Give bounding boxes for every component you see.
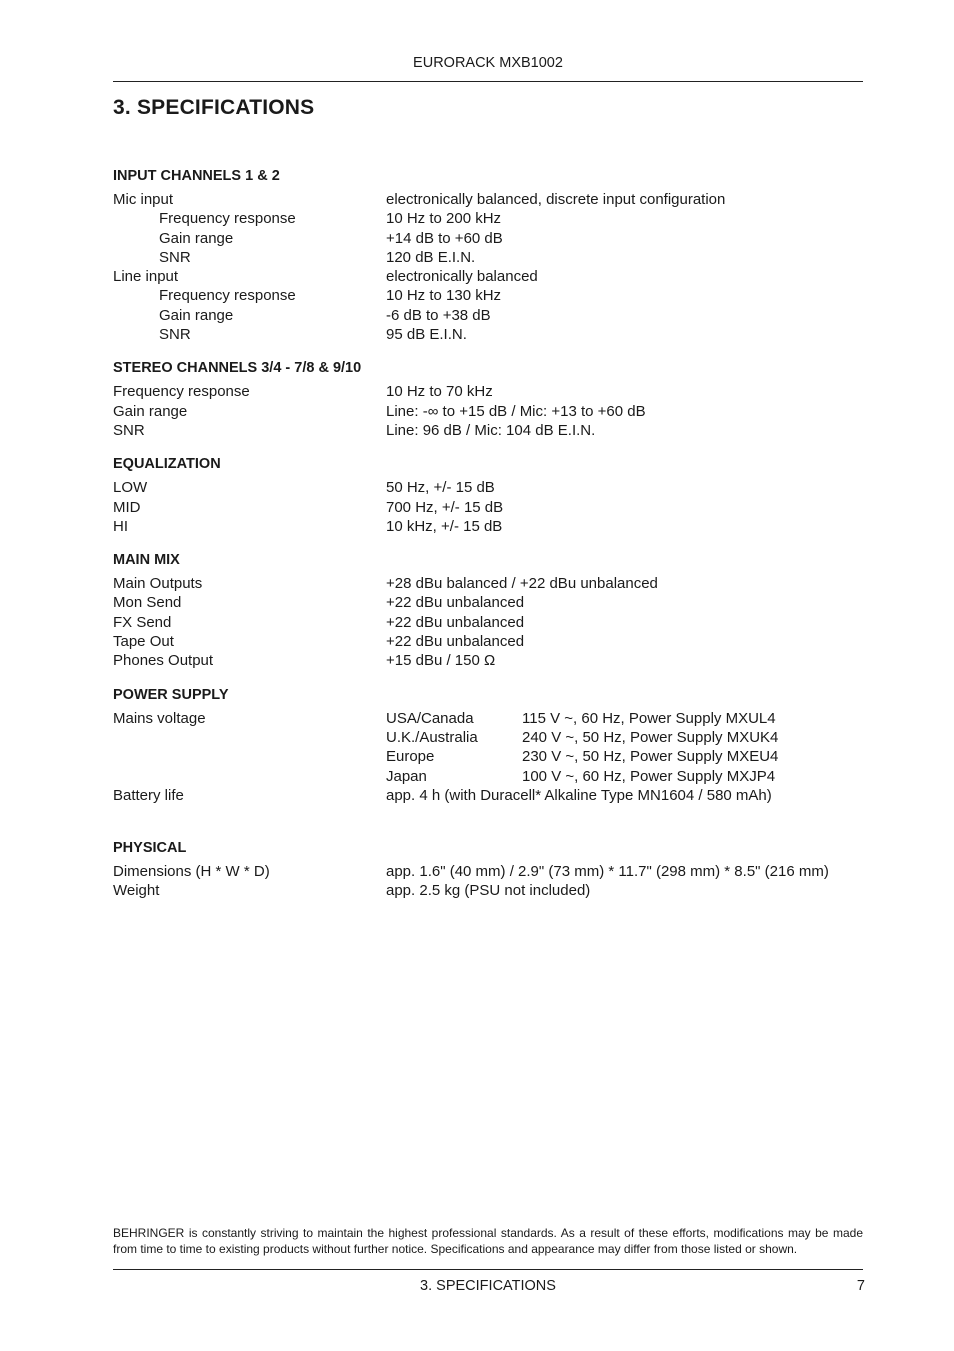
spec-label: SNR — [159, 248, 191, 266]
spec-value: app. 4 h (with Duracell* Alkaline Type MN1604 / 580 mAh) — [386, 786, 772, 804]
spec-value: 10 Hz to 130 kHz — [386, 287, 502, 305]
spec-value: +28 dBu balanced / +22 dBu unbalanced — [386, 575, 658, 593]
running-footer: 3. SPECIFICATIONS — [420, 1278, 556, 1294]
page-title: 3. SPECIFICATIONS — [113, 96, 315, 119]
region-label: U.K./Australia — [386, 728, 478, 746]
spec-row — [113, 421, 873, 440]
spec-row — [113, 651, 873, 670]
running-header: EURORACK MXB1002 — [413, 55, 563, 71]
spec-row — [113, 382, 873, 401]
section-title: PHYSICAL — [113, 840, 187, 857]
spec-label-empty — [113, 767, 386, 786]
spec-row — [113, 747, 873, 766]
spec-row — [113, 709, 873, 728]
spec-label: Main Outputs — [113, 575, 203, 593]
power-detail: 115 V ~, 60 Hz, Power Supply MXUL4 — [522, 709, 776, 727]
main-mix-section — [113, 550, 873, 670]
spec-row — [113, 613, 873, 632]
region-label: Japan — [386, 767, 427, 785]
spec-row — [113, 632, 873, 651]
spec-value: electronically balanced, discrete input configuration — [386, 191, 726, 208]
disclaimer-note: BEHRINGER is constantly striving to maintain the highest professional standards. As a result of these efforts, modifications may be made from time to time to existing products without further notice. Specifications and appearance may differ from those listed or shown. — [113, 1226, 863, 1256]
spec-value: +22 dBu unbalanced — [386, 613, 525, 631]
spec-row — [113, 402, 873, 421]
spec-value: app. 2.5 kg (PSU not included) — [386, 882, 591, 900]
spec-row — [113, 786, 873, 805]
stereo-channels-section — [113, 358, 873, 440]
region-label: Europe — [386, 748, 435, 766]
spec-row — [113, 593, 873, 612]
spec-row — [113, 728, 873, 747]
power-detail: 230 V ~, 50 Hz, Power Supply MXEU4 — [522, 748, 779, 766]
spec-label: Line input — [113, 268, 179, 286]
spec-row — [113, 325, 873, 344]
spec-label: Gain range — [159, 306, 234, 324]
section-title: POWER SUPPLY — [113, 686, 229, 703]
spec-value: +22 dBu unbalanced — [386, 594, 525, 612]
section-title: MAIN MIX — [113, 552, 180, 569]
spec-label: Mon Send — [113, 594, 182, 612]
spec-label: Mains voltage — [113, 709, 206, 727]
section-title: STEREO CHANNELS 3/4 - 7/8 & 9/10 — [113, 360, 362, 377]
spec-label-empty — [113, 747, 386, 766]
spec-row — [113, 209, 873, 228]
spec-value: 120 dB E.I.N. — [386, 248, 476, 266]
spec-label: Gain range — [159, 229, 234, 247]
spec-label: Tape Out — [113, 633, 174, 651]
spec-label: HI — [113, 517, 128, 535]
spec-row — [113, 306, 873, 325]
power-supply-section — [113, 685, 873, 805]
spec-row — [113, 881, 873, 900]
spec-label: Battery life — [113, 786, 184, 804]
spec-row — [113, 190, 873, 209]
spec-row — [113, 267, 873, 286]
spec-value: electronically balanced — [386, 268, 538, 286]
header-divider — [113, 81, 863, 82]
spec-value: +15 dBu / 150 Ω — [386, 652, 496, 670]
spec-row — [113, 517, 873, 536]
spec-row — [113, 574, 873, 593]
spec-label: SNR — [159, 326, 191, 344]
spec-row — [113, 229, 873, 248]
spec-label: Dimensions (H * W * D) — [113, 863, 270, 881]
spec-value: -6 dB to +38 dB — [386, 306, 491, 324]
specifications-content — [113, 166, 873, 915]
equalization-section — [113, 454, 873, 536]
spec-row — [113, 862, 873, 881]
spec-label: Frequency response — [159, 287, 296, 305]
spec-label: MID — [113, 498, 141, 516]
spec-value: 10 Hz to 70 kHz — [386, 383, 493, 401]
spec-value: Line: -∞ to +15 dB / Mic: +13 to +60 dB — [386, 402, 646, 420]
spec-label: Gain range — [113, 402, 188, 420]
region-label: USA/Canada — [386, 709, 474, 727]
spec-label: Frequency response — [113, 383, 250, 401]
spec-value: 95 dB E.I.N. — [386, 326, 467, 344]
spec-value: 10 Hz to 200 kHz — [386, 210, 502, 228]
power-detail: 100 V ~, 60 Hz, Power Supply MXJP4 — [522, 767, 776, 785]
spec-label: Phones Output — [113, 652, 214, 670]
spec-row — [113, 767, 873, 786]
spec-label: Weight — [113, 882, 160, 900]
physical-section — [113, 838, 873, 901]
spec-row — [113, 286, 873, 305]
spec-label: SNR — [113, 421, 145, 439]
spec-value: +14 dB to +60 dB — [386, 229, 503, 247]
power-detail: 240 V ~, 50 Hz, Power Supply MXUK4 — [522, 728, 779, 746]
spec-row — [113, 498, 873, 517]
spec-row — [113, 248, 873, 267]
spec-value: app. 1.6" (40 mm) / 2.9" (73 mm) * 11.7" (298 mm) * 8.5" (216 mm) — [386, 863, 829, 881]
spec-value: +22 dBu unbalanced — [386, 633, 525, 651]
spec-value: 10 kHz, +/- 15 dB — [386, 517, 503, 535]
section-title: EQUALIZATION — [113, 456, 221, 473]
spec-label: Mic input — [113, 191, 174, 208]
input-channels-section — [113, 166, 873, 344]
spec-value: 700 Hz, +/- 15 dB — [386, 498, 504, 516]
spec-row — [113, 478, 873, 497]
spec-label: FX Send — [113, 613, 172, 631]
spec-label: Frequency response — [159, 210, 296, 228]
section-title: INPUT CHANNELS 1 & 2 — [113, 168, 280, 184]
spec-label: LOW — [113, 479, 148, 497]
spec-label-empty — [113, 728, 386, 747]
page-number: 7 — [856, 1278, 865, 1294]
footer-divider — [113, 1269, 863, 1270]
spec-value: 50 Hz, +/- 15 dB — [386, 479, 495, 497]
spec-value: Line: 96 dB / Mic: 104 dB E.I.N. — [386, 421, 596, 439]
